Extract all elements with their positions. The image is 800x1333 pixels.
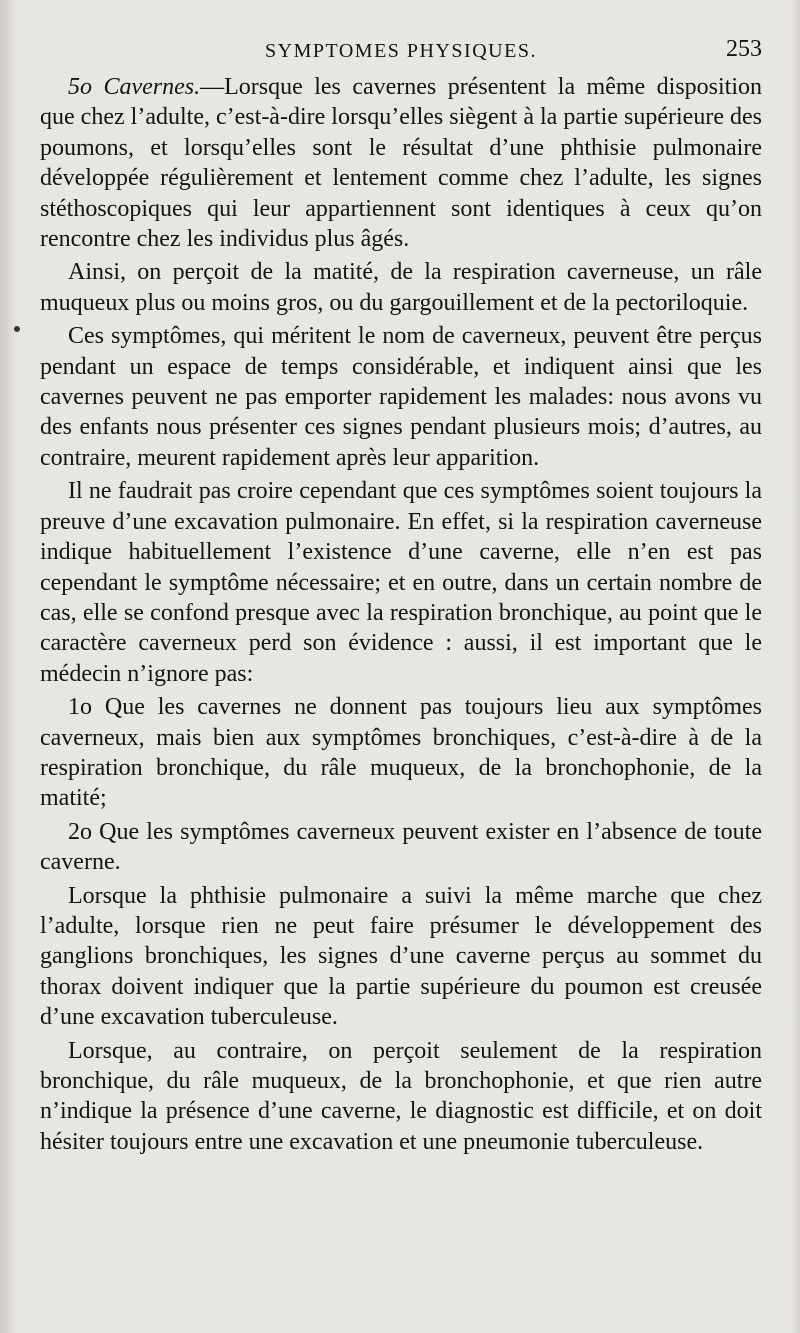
paragraph: Lorsque la phthisie pulmonaire a suivi la même marche que chez l’adulte, lorsque rien ne peut faire présumer le développement des ganglions bronchiques, les signes d’une caverne perçus au sommet du thorax doivent indiquer que la partie supérieure du poumon est creusée d’une excavation tuberculeuse.	[40, 882, 762, 1031]
page-number: 253	[726, 36, 762, 62]
cavernes-heading: 5o Cavernes.	[68, 74, 201, 100]
margin-dot-mark	[14, 326, 20, 332]
running-head	[40, 34, 762, 74]
running-head-title: SYMPTOMES PHYSIQUES.	[265, 40, 537, 62]
paragraph: Ainsi, on perçoit de la matité, de la respiration caverneuse, un râle muqueux plus ou moins gros, ou du gargouillement et de la pectoriloquie.	[40, 259, 762, 316]
body-text	[40, 72, 762, 1160]
list-item-1: 1o Que les cavernes ne donnent pas toujours lieu aux symptômes caverneux, mais bien aux symptômes bronchiques, c’est-à-dire à de la respiration bronchique, du râle muqueux, de la bronchophonie, de la matité;	[40, 694, 762, 812]
list-item-2: 2o Que les symptômes caverneux peuvent exister en l’absence de toute caverne.	[40, 818, 762, 876]
paragraph: Ces symptômes, qui méritent le nom de caverneux, peuvent être perçus pendant un espace de temps considérable, et indiquent ainsi que les cavernes peuvent ne pas emporter rapidement les malades: nous avons vu des enfants nous présenter ces signes pendant plusieurs mois; d’autres, au contraire, meurent rapidement après leur apparition.	[40, 323, 762, 471]
paragraph: Lorsque, au contraire, on perçoit seulement de la respiration bronchique, du râle muqueux, de la bronchophonie, et que rien autre n’indique la présence d’une caverne, le diagnostic est difficile, et on doit hésiter toujours entre une excavation et une pneumonie tuberculeuse.	[40, 1037, 762, 1155]
cavernes-text: —Lorsque les cavernes présentent la même disposition que chez l’adulte, c’est-à-dire lorsqu’elles siègent à la partie supérieure des poumons, et lorsqu’elles sont le résultat d’une phthisie pulmonaire développée régulièrement et lentement comme chez l’adulte, les signes stéthoscopiques qui leur appartiennent sont identiques à ceux qu’on rencontre chez les individus plus âgés.	[40, 74, 762, 253]
paragraph-cavernes	[40, 72, 762, 254]
paragraph: Il ne faudrait pas croire cependant que ces symptômes soient toujours la preuve d’une excavation pulmonaire. En effet, si la respiration caverneuse indique habituellement l’existence d’une caverne, elle n’en est pas cependant le symptôme nécessaire; et en outre, dans un certain nombre de cas, elle se confond presque avec la respiration bronchique, au point que le caractère caverneux perd son évidence : aussi, il est important que le médecin n’ignore pas:	[40, 478, 762, 687]
